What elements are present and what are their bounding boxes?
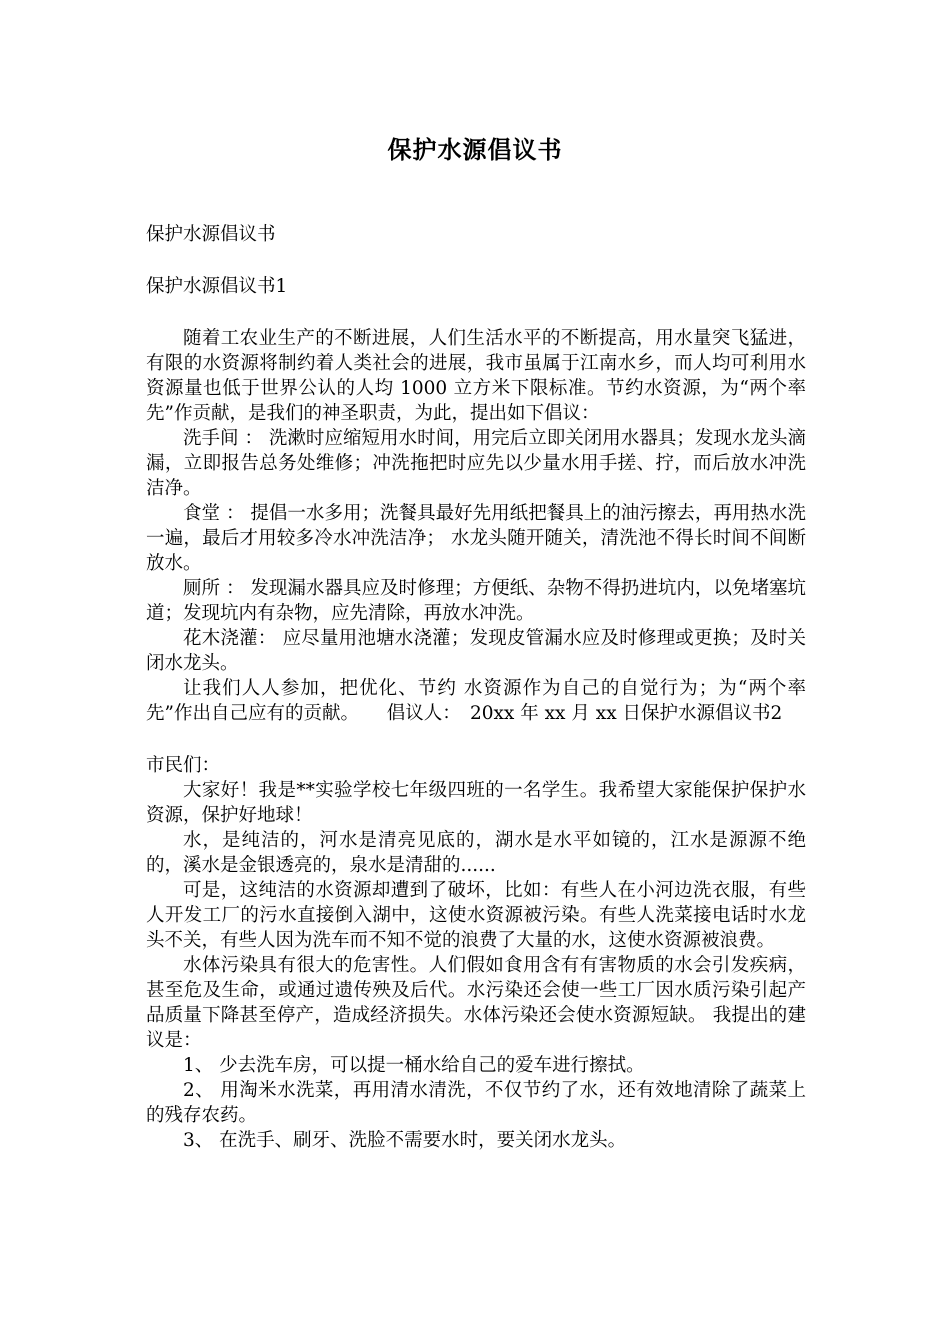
document-subtitle: 保护水源倡议书 [146, 224, 276, 245]
section2-paragraph-damage: 可是，这纯洁的水资源却遭到了破坏，比如：有些人在小河边洗衣服，有些人开发工厂的污水直接倒入湖中，这使水资源被污染。有些人洗菜接电话时水龙头不关，有些人因为洗车而不知不觉的浪费了大量的水，这使水资源被浪费。 [146, 880, 806, 951]
section2-paragraph-hello: 大家好！我是**实验学校七年级四班的一名学生。我希望大家能保护保护水资源，保护好地球！ [146, 780, 806, 826]
section1-paragraph-washroom: 洗手间 ： 洗漱时应缩短用水时间，用完后立即关闭用水器具；发现水龙头滴漏，立即报告总务处维修；冲洗拖把时应先以少量水用手搓、拧，而后放水冲洗洁净。 [146, 428, 806, 499]
section1-paragraph-toilet: 厕所 ： 发现漏水器具应及时修理；方便纸、杂物不得扔进坑内，以免堵塞坑道；发现坑内有杂物，应先清除，再放水冲洗。 [146, 578, 806, 624]
section2-suggestion-2: 2、 用淘米水洗菜，再用清水清洗，不仅节约了水，还有效地清除了蔬菜上的残存农药。 [146, 1080, 806, 1126]
section1-heading: 保护水源倡议书1 [146, 276, 288, 297]
section1-paragraph-closing: 让我们人人参加，把优化、节约 水资源作为自己的自觉行为；为“两个率先”作出自己应有的贡献。 倡议人： 20xx 年 xx 月 xx 日保护水源倡议书2 [146, 678, 806, 724]
section1-paragraph-intro: 随着工农业生产的不断进展，人们生活水平的不断提高，用水量突飞猛进，有限的水资源将制约着人类社会的进展，我市虽属于江南水乡，而人均可利用水资源量也低于世界公认的人均 1000 立方米下限标准。节约水资源，为“两个率先”作贡献，是我们的神圣职责，为此，提出如下倡议： [146, 328, 806, 424]
section2-suggestion-3: 3、 在洗手、刷牙、洗脸不需要水时，要关闭水龙头。 [183, 1130, 627, 1151]
section2-paragraph-harm: 水体污染具有很大的危害性。人们假如食用含有有害物质的水会引发疾病，甚至危及生命，或通过遗传殃及后代。水污染还会使一些工厂因水质污染引起产品质量下降甚至停产，造成经济损失。水体污染还会使水资源短缺。 我提出的建议是： [146, 955, 806, 1051]
section1-paragraph-watering: 花木浇灌： 应尽量用池塘水浇灌；发现皮管漏水应及时修理或更换；及时关闭水龙头。 [146, 628, 806, 674]
section2-paragraph-water-pure: 水，是纯洁的，河水是清亮见底的，湖水是水平如镜的，江水是源源不绝的，溪水是金银透亮的，泉水是清甜的...... [146, 830, 806, 876]
document-body [146, 222, 806, 1153]
document-title: 保护水源倡议书 [387, 136, 563, 164]
section2-greeting: 市民们： [146, 755, 221, 776]
section1-paragraph-canteen: 食堂 ： 提倡一水多用；洗餐具最好先用纸把餐具上的油污擦去，再用热水洗一遍，最后才用较多冷水冲洗洁净； 水龙头随开随关，清洗池不得长时间不间断放水。 [146, 503, 806, 574]
section2-suggestion-1: 1、 少去洗车房，可以提一桶水给自己的爱车进行擦拭。 [183, 1055, 645, 1076]
